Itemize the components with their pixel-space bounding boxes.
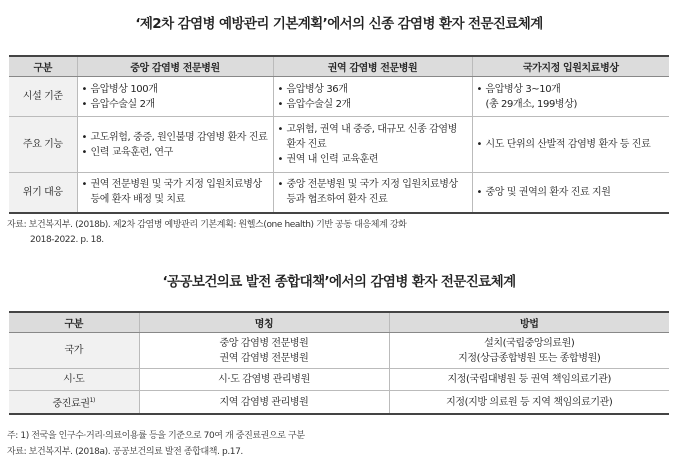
list-item: • 음압수술실 2개 [82, 97, 269, 112]
table2-source: 자료: 보건복지부. (2018a). 공공보건의료 발전 종합대책. p.17. [7, 447, 243, 457]
specialized-care-table-2 [9, 311, 669, 415]
row-label: 위기 대응 [9, 173, 77, 213]
header-national-beds: 국가지정 입원치료병상 [472, 56, 669, 77]
name-line: 중앙 감염병 전문병원 [219, 337, 309, 349]
name-line: 시·도 감염병 관리병원 [139, 369, 389, 391]
specialized-care-table-1 [9, 55, 669, 214]
table-row [9, 391, 669, 415]
table-row [9, 369, 669, 391]
method-line: 지정(국립대병원 등 권역 책임의료기관) [389, 369, 669, 391]
table1-source-cont: 2018-2022. p. 18. [30, 235, 104, 245]
list-item: (총 29개소, 199병상) [485, 98, 577, 110]
name-line: 권역 감염병 전문병원 [219, 352, 309, 364]
row-label: 시설 기준 [9, 77, 77, 117]
header-central-hospital: 중앙 감염병 전문병원 [77, 56, 273, 77]
list-item: • 권역 내 인력 교육훈련 [278, 152, 468, 167]
table-row [9, 173, 669, 213]
list-item: • 인력 교육훈련, 연구 [82, 145, 269, 160]
row-label: 주요 기능 [9, 117, 77, 173]
method-line: 설치(국립중앙의료원) [484, 337, 575, 349]
table-row [9, 333, 669, 369]
table1-source: 자료: 보건복지부. (2018b). 제2차 감염병 예방관리 기본계획: 원헬스(one health) 기반 공동 대응체계 강화 [7, 220, 407, 230]
header-category: 구분 [9, 56, 77, 77]
header-method: 방법 [389, 312, 669, 333]
table2-title: ‘공공보건의료 발전 종합대책’에서의 감염병 환자 전문진료체계 [162, 274, 516, 290]
method-line: 지정(지방 의료원 등 지역 책임의료기관) [389, 391, 669, 415]
table-row [9, 117, 669, 173]
list-item: • 음압병상 3~10개 [477, 82, 666, 97]
footnote-marker: 1) [89, 397, 95, 404]
list-item: • 음압수술실 2개 [278, 97, 468, 112]
name-line: 지역 감염병 관리병원 [139, 391, 389, 415]
row-label: 국가 [9, 333, 139, 369]
list-item: • 중앙 전문병원 및 국가 지정 입원치료병상 등과 협조하여 환자 진료 [278, 177, 468, 207]
row-label: 시·도 [9, 369, 139, 391]
list-item: • 중앙 및 권역의 환자 진료 지원 [477, 185, 666, 200]
table2-footnote: 주: 1) 전국을 인구수·거리·의료이용률 등을 기준으로 70여 개 중진료권으로 구분 [7, 431, 305, 441]
list-item: • 고위험, 권역 내 중증, 대규모 신종 감염병 환자 진료 [278, 122, 468, 152]
list-item: • 권역 전문병원 및 국가 지정 입원치료병상 등에 환자 배정 및 치료 [82, 177, 269, 207]
list-item: • 고도위험, 중증, 원인불명 감염병 환자 진료 [82, 130, 269, 145]
table-row [9, 77, 669, 117]
list-item: • 음압병상 100개 [82, 82, 269, 97]
table1-title: ‘제2차 감염병 예방관리 기본계획’에서의 신종 감염병 환자 전문진료체계 [135, 16, 543, 32]
row-label: 중진료권 [52, 398, 90, 410]
list-item: • 시도 단위의 산발적 감염병 환자 등 진료 [477, 137, 666, 152]
method-line: 지정(상급종합병원 또는 종합병원) [458, 352, 601, 364]
list-item: • 음압병상 36개 [278, 82, 468, 97]
header-category: 구분 [9, 312, 139, 333]
header-name: 명칭 [139, 312, 389, 333]
header-regional-hospital: 권역 감염병 전문병원 [273, 56, 472, 77]
